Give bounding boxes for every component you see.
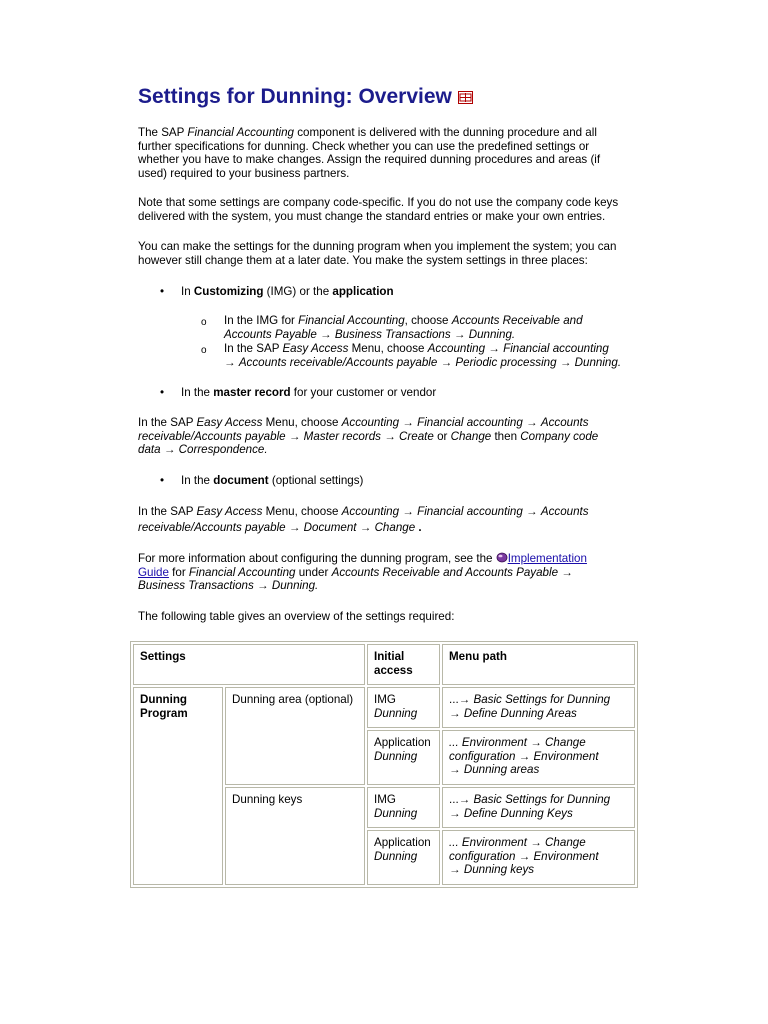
link-globe-icon[interactable] [496, 552, 508, 563]
bullet-glyph: • [160, 386, 165, 399]
menu-path-cell: ...→ Basic Settings for Dunning → Define Dunning Keys [442, 787, 635, 828]
bullet-glyph: • [160, 285, 165, 298]
access-cell: IMG Dunning [367, 687, 440, 728]
master-record-paragraph: In the SAP Easy Access Menu, choose Accounting → Financial accounting → Accounts receivable/Accounts payable → Master records → Create or Change then Company code data → Correspondence. [138, 416, 599, 457]
implementation-guide-link-cont[interactable]: Guide [138, 565, 169, 579]
sub-bullet-glyph: o [201, 345, 207, 356]
header-settings: Settings [133, 644, 365, 685]
table-row [133, 687, 635, 728]
access-cell: Application Dunning [367, 730, 440, 785]
access-cell: IMG Dunning [367, 787, 440, 828]
page-title: Settings for Dunning: Overview [138, 84, 473, 110]
bullet-customizing: In Customizing (IMG) or the application [181, 285, 394, 298]
table-header-row [133, 644, 635, 685]
setting-cell: Dunning area (optional) [225, 687, 365, 785]
more-info-paragraph: For more information about configuring the dunning program, see the Implementation Guide for Financial Accounting under Accounts Receivable and Accounts Payable → Business Transactions → Dunning. [138, 552, 587, 593]
bullet-master-record: In the master record for your customer or vendor [181, 386, 437, 399]
table-intro: The following table gives an overview of the settings required: [138, 610, 455, 623]
header-menu-path: Menu path [442, 644, 635, 685]
group-cell: Dunning Program [133, 687, 223, 885]
expand-table-icon[interactable] [458, 91, 473, 104]
note-paragraph: Note that some settings are company code-specific. If you do not use the company code keys delivered with the system, you must change the standard entries or make your own entries. [138, 196, 619, 223]
document-paragraph: In the SAP Easy Access Menu, choose Accounting → Financial accounting → Accounts receivable/Accounts payable → Document → Change . [138, 505, 589, 534]
sub-bullet-glyph: o [201, 317, 207, 328]
implementation-guide-link[interactable]: Implementation [507, 552, 587, 565]
sub-item-img: In the IMG for Financial Accounting, choose Accounts Receivable and Accounts Payable → Business Transactions → Dunning. [224, 314, 583, 341]
access-cell: Application Dunning [367, 830, 440, 885]
intro-paragraph: The SAP Financial Accounting component is delivered with the dunning procedure and all further specifications for dunning. Check whether you can use the predefined settings or whether you have to make changes. Assign the required dunning procedures and areas (if used) required to your business partners. [138, 126, 601, 180]
sub-item-easy-access: In the SAP Easy Access Menu, choose Accounting → Financial accounting → Accounts receivable/Accounts payable → Periodic processing → Dunning. [224, 342, 622, 369]
header-initial-access: Initial access [367, 644, 440, 685]
bullet-glyph: • [160, 474, 165, 487]
places-paragraph: You can make the settings for the dunning program when you implement the system; you can however still change them at a later date. You make the system settings in three places: [138, 240, 617, 267]
menu-path-cell: ... Environment → Change configuration → Environment → Dunning keys [442, 830, 635, 885]
menu-path-cell: ...→ Basic Settings for Dunning → Define Dunning Areas [442, 687, 635, 728]
bullet-document: In the document (optional settings) [181, 474, 364, 487]
settings-table [130, 641, 638, 888]
setting-cell: Dunning keys [225, 787, 365, 885]
menu-path-cell: ... Environment → Change configuration → Environment → Dunning areas [442, 730, 635, 785]
